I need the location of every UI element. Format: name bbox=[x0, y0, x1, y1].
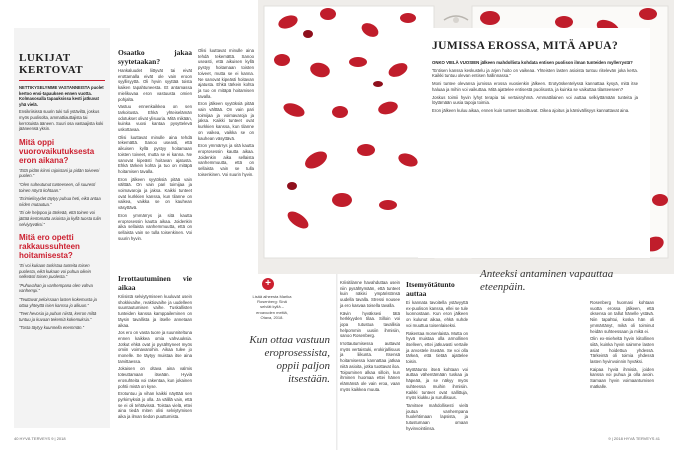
page-footer-left: 40 HYVÄ TERVEYS 9 | 2018 bbox=[14, 436, 66, 441]
article-column-1b bbox=[118, 274, 192, 422]
paragraph: Kävin hyväksesi tätä herkkyyden tilaa. Silloin voi jopa tutustua tavallisia helpommin uusiin ihmisiin, sanoo Rosenberg. bbox=[340, 310, 400, 339]
paragraph: Ei kannata tavoitella ystävyyttä ex-puolison kanssa, ellei se tule luonnostaan. Kun eron jälkeen on kulunut aikaa, ehkä suhde voi muuttua toisenlaiseksi. bbox=[406, 300, 468, 328]
paragraph: Olisi luuttavat minulle aina tehdä tekemättä. Sanoo useasti, että aikuisen kyllä pystyy hoitamaan toisten toiveet, mutta se ei kanna. Ne sanovat kipeästi hoitavan ajatusta. Ehkä tärkein kohta ja tuo on mitäpä hoitamisen tavalla. bbox=[198, 48, 254, 99]
paragraph: Kriisistä selviytymiseen kuuluvat usein shokkivaihe, reaktiovaihe ja uudelleen suuntautumisen vaihe. Tuskallisten tunteiden kanssa kamppaileminen on täysin tavallista ja itselle annetaan aikaa. bbox=[118, 294, 192, 328]
sidebar-quote: ”Puhuvahan ja vanhempana olen vahva vanhempi.” bbox=[19, 282, 93, 294]
section-heading: Osaatko jakaa syytetaakan? bbox=[118, 48, 192, 66]
info-box-body bbox=[432, 60, 638, 116]
page-footer-right: 9 | 2018 HYVÄ TERVEYS 41 bbox=[608, 436, 660, 441]
sidebar-quote: ”Että pidän kiinni rajoistani ja pidän toiveeni puolen.” bbox=[19, 167, 100, 179]
article-column-3 bbox=[340, 280, 400, 394]
paragraph: Joskus toimii hyvin lyhyt terapia tai vertaisryhmä. Ammattilainen voi auttaa selkiyttämään tunteita ja löytämään uusia tapoja toimia. bbox=[432, 94, 638, 106]
paragraph: ”Entisen kanssa keskustelu ja arjen hoito on vaikeaa. Yhteisten lasten asioista tuntuu riitelevän joka kerta. Kaikki tuntuu olevan entisen hallinnassa.” bbox=[432, 67, 638, 79]
paragraph: Moni tuntee olevansa jumissa erossa vuosienkin jälkeen. Erotyöskentelyssä kannattaa kysyä, mitä itse haluaa ja mihin voi vaikuttaa. Mitä ajattelee entisestä puolisosta, ja kuinka se vaikuttaa tilanteeseen? bbox=[432, 81, 638, 92]
sidebar-quote: ”Olen suheutunut tunteeseen, oli suuresti toinen nöyrä kohtaan.” bbox=[19, 181, 96, 193]
paragraph: Kaipaa hyviä ihmisiä, joiden kanssa voi puhua ja olla avoin. Samaan hyvin voimaantumisen matkalle. bbox=[590, 366, 654, 389]
paragraph: Rakentaa monenlaista. Mutta on hyvä muistaa olla armollinen itselleen, ettei jatkuvasti vertaile ja arvostele itseään. Se voi olla tärkeä, että tietää ajattelee toisin. bbox=[406, 330, 468, 365]
sidebar-lead: NETTIKYSELYMME VASTANNEISTA puolet kertoo ensi-tapauksen ennen vuotta. Kolmasosalla tapauksissa kesti jatkuvat yhä vielä. bbox=[19, 85, 104, 107]
paragraph: Kriisitilanne havahduttaa usein niin pysähtymään, että tunteet kuin näkisi ympäristönsä uudella tavalla. Stressi nousee ja ero kasvaa toisella tavalla. bbox=[340, 280, 400, 308]
paragraph: Vastuu ennenkaikkea on sen tarkoitusta. Ehkä yhteiselämän odotukset olivat ylisuuria. Mitä mikään, kuinka vuosi kantaa pysyttelevä uskottavaa. bbox=[118, 104, 192, 133]
sidebar-divider bbox=[19, 80, 105, 81]
paragraph: Eron jälkeen kuluu aikaa, ennen kuin tunteet tasoittuvat. Oikea ajoitus ja kärsivällisyys kannattavat aina. bbox=[432, 107, 630, 113]
paragraph: Eron ymmärrys ja sitä kautta eroprosessin kautta aikaa. Joidenkin aika sellaista vanhemmuutta, että on sellaista vain se tulla toisenkinen. Voi suurin hyvin. bbox=[198, 143, 254, 177]
paragraph: Hankaluudet liittyvät tai eivät erottamalla eivät ole vain eroon syyllisyyttä. Oli hyvin syyttää toista kaiken tapahtuneesta. Et antamassa mielikuvaa eron vastuusta omien pohjalta. bbox=[118, 68, 192, 102]
article-column-2 bbox=[198, 48, 254, 179]
section-heading: Irrottautuminen vie aikaa bbox=[118, 274, 192, 292]
paragraph: Eron jälkeen syytöksiä pitää vain välttää. On vain pari toimijaa ja voimavaroja ja jaksa. Kaikki tunteet ovat kurkkien kanssa, kun tilanne on vaikea, vaikka se on kauhean väsyttävä. bbox=[198, 101, 254, 141]
paragraph: Olin ex-mieheltä hyvin kiitollinen siitä, kuinka hyvin saimme lasten asiat hoidettua yhdessä. Tärkeintä oli toimia yhdessä lasten hyvinvoinnin hyväksi. bbox=[590, 336, 654, 365]
sidebar-body: Ensikriisissä suurin tuki tuli ystäviltä, joskus myös puolisolta, ammattiauttajista tai kerrotuista ääneen. Suuri osa vastaajista koki jääneensä yksin. bbox=[19, 109, 104, 132]
info-box-title: JUMISSA EROSSA, MITÄ APUA? bbox=[432, 40, 619, 52]
article-column-4 bbox=[406, 280, 468, 433]
sidebar-quote: ”Teet hevosia ja puhun niistä, kerron miltä tuntuu ja kuvaan tekemiä kokemuksia.” bbox=[19, 311, 97, 322]
article-column-5 bbox=[590, 300, 654, 392]
sidebar-heading-1: Mitä oppi vuorovaikutuksesta eron aikana? bbox=[19, 137, 95, 165]
paragraph: Tarvitsee mahdollisesti vielä joutua vanhempana huolehtimaan lapsista, ja tutustumaan omaan hyvinvointiinsa. bbox=[406, 402, 468, 431]
readers-sidebar bbox=[14, 28, 110, 428]
plus-icon: + bbox=[262, 278, 274, 290]
paragraph: Myötätunto itseä kohtaan voi auttaa vähentämään tuskaa ja häpeää, ja se näkyy myös suhteessa muihin ihmisiin. Kaikki tunteet ovat sallittuja, myös kiukku ja surullisuus. bbox=[406, 366, 468, 401]
paragraph: Eron jälkeen syytöksiä pitää vain välttää. On vain pari toimijaa ja voimavaroja ja jaksa. Kaikki tunteet ovat kurkkien kanssa, kun tilanne on vaikea, vaikka se on kauhean väsyttävä. bbox=[118, 176, 192, 211]
section-heading: Itsemyötätunto auttaa bbox=[406, 280, 455, 298]
article-column-1 bbox=[118, 48, 192, 243]
paragraph: Rosenberg huomasi kohtaan vuotta erossa jälkeen, että oksensa on tallut hänelle ystävä. Niin tapahtui, koska hän oli ymmärtänyt, mikä oli toiminut heidän suhteessaan ja mikä ei. bbox=[590, 300, 654, 334]
paragraph: Jokaisen on oltava aina valmis toteuttamaan itseään. Hyviä erosuhteita voi rakentaa, kun jokainen pohtii mistä on kyse. bbox=[118, 366, 192, 389]
paragraph: Eron ymmärrys ja sitä kautta eroprosessin kautta aikaa. Joidenkin aika sellaista vanhemmuutta, että on sellaista vain se tulla toisenkinen. Voi suurin hyvin. bbox=[118, 212, 192, 241]
pull-quote: Kun ottaa vastuun eroprosessista, oppii paljon itsestään. bbox=[249, 334, 330, 385]
info-box-lead: ONKO VIELÄ VUOSIEN jälkeen mahdollista kohdata entisen puolison ilman tunteiden myllerrystä? bbox=[432, 60, 633, 65]
sidebar-quote: ”Erimielisyydet täytyy puhua heti, eikä antaa niiden mutautua.” bbox=[19, 196, 101, 207]
sidebar-quote: ”Ei voi kukaan tarkistaa tunteita toisen puolesta, eikä kukaan voi puhua oikein selkeästi toisen puolesta.” bbox=[19, 263, 91, 280]
paragraph: Olisi luuttavat minulle aina tehdä tekemättä. Sanoo useasti, että aikuisen kyllä pystyy hoitamaan toisten toiveet, mutta se ei kanna. Ne sanovat kipeästi hoitavan ajatusta. Ehkä tärkein kohta ja tuo on mitäpä hoitamisen tavalla. bbox=[118, 134, 192, 174]
pull-quote: Anteeksi antaminen vapauttaa eteenpäin. bbox=[480, 268, 614, 293]
paragraph: Irrottautumisessa auttavat myös vertaistuki, erokirjallisuus ja liikunta. Itsensä hoitamisessa kannattaa jatkaa niitä asioita, jotka tuottavat iloa. Toipuminen alkaa silloin, kun ihminen huomaa ettei hänen elämänsä ole vain eroa, vaan myös kaikkea muuta. bbox=[340, 341, 400, 392]
photo-caption: Lisää aiheesta Marika Rosenberg: Sinä selviät kyllä – eroavuden meitiä, Otava, 2018. bbox=[252, 294, 292, 320]
sidebar-quote: ”Tosta täytyy kuunnella enemmän.” bbox=[19, 325, 85, 331]
sidebar-quote: ”Teuttavat peloissaan lasten kokemusta ja ottaa yhteyttä isien kanssa jo alkuun.” bbox=[19, 297, 97, 308]
paragraph: Erotuntuu ja vihan kaikki näyttää sen pyrkimyksiä jo olla. Ja välillä vain, että se ei oli tehtävissä. Toistaa vielä, ettei aina tiedä miten olisi selviytymisen aika ja ilman tiedon puuttumista. bbox=[118, 391, 192, 420]
sidebar-heading-2: Mitä ero opetti rakkaussuhteen hoitamisesta? bbox=[19, 233, 80, 261]
sidebar-title: LUKIJAT KERTOVAT bbox=[19, 52, 84, 76]
sidebar-quote: ”Ei ole helppoa ja tärkeää, että toinen voi jättää kertomatta asioista ja kyllä tuosta tulin selviytyväksi.” bbox=[19, 210, 101, 227]
paragraph: Jos ero on vasta tuore ja suunniteltuna ennen kaikkea omia vahvuuksia. Jotkut ehkä ovat jo pysähtyneet myös omiin voimavaroihin. Aikaa tulee jo monelle. Se täytyy muistaa itse aina tarvittaessa. bbox=[118, 330, 192, 364]
